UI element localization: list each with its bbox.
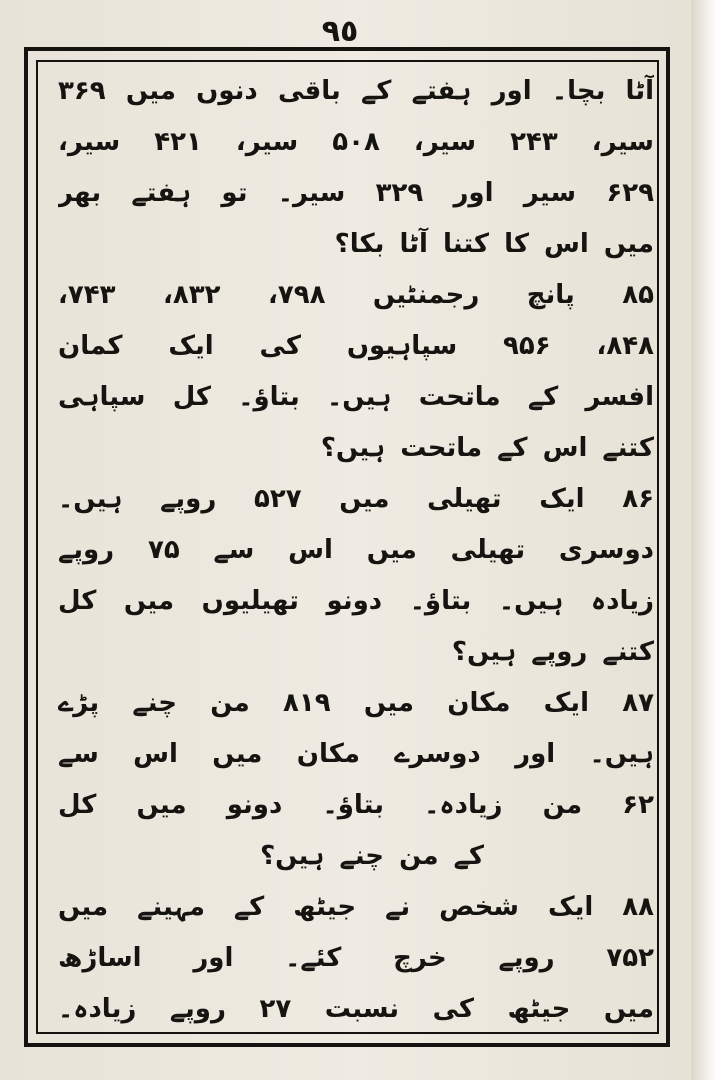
text-line: ہیں۔ اور دوسرے مکان میں اس سے bbox=[58, 739, 654, 769]
urdu-text-block bbox=[58, 66, 654, 1035]
text-line: ۷۵۲ روپے خرچ کئے۔ اور اساڑھ bbox=[58, 943, 654, 973]
text-line: دوسری تھیلی میں اس سے ۷۵ روپے bbox=[58, 535, 654, 565]
text-line: سیر، ۲۴۳ سیر، ۵۰۸ سیر، ۴۲۱ سیر، bbox=[58, 127, 654, 157]
question-86-line: ۸۶ ایک تھیلی میں ۵۲۷ روپے ہیں۔ bbox=[58, 484, 654, 514]
question-85-line: ۸۵ پانچ رجمنٹیں ۷۹۸، ۸۳۲، ۷۴۳، bbox=[58, 280, 654, 310]
text-line: ۶۲ من زیادہ۔ بتاؤ۔ دونو میں کل bbox=[58, 790, 654, 820]
text-line: میں جیٹھ کی نسبت ۲۷ روپے زیادہ۔ bbox=[58, 994, 654, 1024]
text-line: میں اس کا کتنا آٹا بکا؟ bbox=[334, 229, 654, 259]
question-88-line: ۸۸ ایک شخص نے جیٹھ کے مہینے میں bbox=[58, 892, 654, 922]
text-line: زیادہ ہیں۔ بتاؤ۔ دونو تھیلیوں میں کل bbox=[58, 586, 654, 616]
text-line: کے من چنے ہیں؟ bbox=[260, 841, 484, 871]
page-edge bbox=[691, 0, 717, 1080]
question-87-line: ۸۷ ایک مکان میں ۸۱۹ من چنے پڑے bbox=[58, 688, 654, 718]
text-line: افسر کے ماتحت ہیں۔ بتاؤ۔ کل سپاہی bbox=[58, 382, 654, 412]
text-line: کتنے روپے ہیں؟ bbox=[451, 637, 654, 667]
page-number: ٩٥ bbox=[321, 14, 359, 49]
text-line: آٹا بچا۔ اور ہفتے کے باقی دنوں میں ۳۶۹ bbox=[58, 76, 654, 106]
text-line: ۸۴۸، ۹۵۶ سپاہیوں کی ایک کمان bbox=[58, 331, 654, 361]
text-line: ۶۲۹ سیر اور ۳۲۹ سیر۔ تو ہفتے بھر bbox=[58, 178, 654, 208]
text-line: کتنے اس کے ماتحت ہیں؟ bbox=[320, 433, 654, 463]
